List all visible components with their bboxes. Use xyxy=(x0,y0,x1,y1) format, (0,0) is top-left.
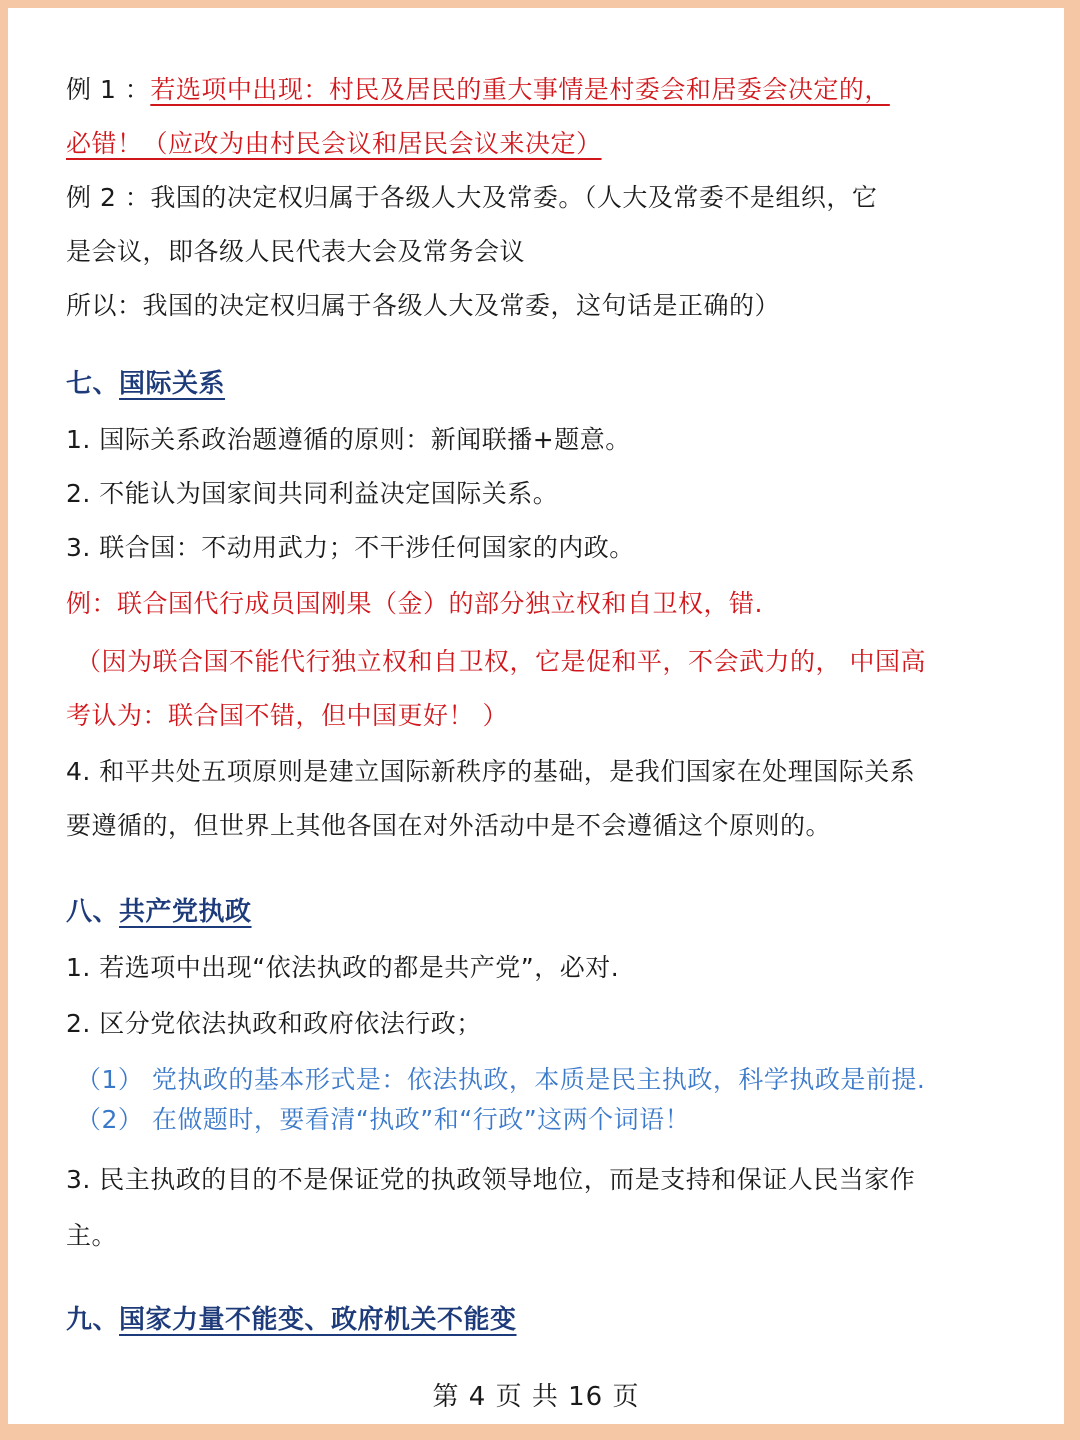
example-2-line-1 xyxy=(66,182,877,214)
section-7-note-line-1: （因为联合国不能代行独立权和自卫权，它是促和平，不会武力的， 中国高 xyxy=(76,647,926,676)
section-8-heading xyxy=(66,896,252,928)
section-8-item-1: 1. 若选项中出现“依法执政的都是共产党”，必对. xyxy=(66,953,620,982)
example-2-line-2: 是会议，即各级人民代表大会及常务会议 xyxy=(66,237,526,266)
section-7-item-2: 2. 不能认为国家间共同利益决定国际关系。 xyxy=(66,479,559,508)
example-1-prefix: 例 1 ： xyxy=(66,75,151,104)
section-9-heading xyxy=(66,1304,517,1336)
section-7-note-line-2: 考认为：联合国不错，但中国更好！ ） xyxy=(66,701,508,730)
section-8-item-2: 2. 区分党依法执政和政府依法行政； xyxy=(66,1009,482,1038)
example-1-text: 若选项中出现：村民及居民的重大事情是村委会和居委会决定的， xyxy=(150,75,890,104)
section-7-item-4-line-2: 要遵循的，但世界上其他各国在对外活动中是不会遵循这个原则的。 xyxy=(66,811,832,840)
section-7-example: 例：联合国代行成员国刚果（金）的部分独立权和自卫权，错. xyxy=(66,589,763,618)
section-8-number: 八、 xyxy=(66,897,120,927)
section-9-number: 九、 xyxy=(66,1305,120,1335)
section-7-item-3: 3. 联合国：不动用武力；不干涉任何国家的内政。 xyxy=(66,533,635,562)
example-2-text: 我国的决定权归属于各级人大及常委。（人大及常委不是组织，它 xyxy=(150,183,878,212)
section-7-number: 七、 xyxy=(66,369,120,399)
document-page xyxy=(8,8,1064,1424)
section-7-item-4-line-1: 4. 和平共处五项原则是建立国际新秩序的基础，是我们国家在处理国际关系 xyxy=(66,757,916,786)
section-8-item-3-line-2: 主。 xyxy=(66,1221,118,1250)
section-7-heading xyxy=(66,368,225,400)
example-1-line-1 xyxy=(66,74,890,106)
section-9-title: 国家力量不能变、政府机关不能变 xyxy=(119,1305,517,1335)
page-number-footer: 第 4 页 共 16 页 xyxy=(432,1382,640,1412)
example-2-line-3: 所以：我国的决定权归属于各级人大及常委，这句话是正确的） xyxy=(66,291,781,320)
section-7-title: 国际关系 xyxy=(119,369,226,399)
example-1-line-2: 必错！（应改为由村民会议和居民会议来决定） xyxy=(66,129,602,158)
section-8-sub-2: （2） 在做题时，要看清“执政”和“行政”这两个词语！ xyxy=(76,1105,691,1134)
section-7-item-1: 1. 国际关系政治题遵循的原则：新闻联播+题意。 xyxy=(66,425,631,454)
example-2-prefix: 例 2 ： xyxy=(66,183,151,212)
section-8-item-3-line-1: 3. 民主执政的目的不是保证党的执政领导地位，而是支持和保证人民当家作 xyxy=(66,1165,916,1194)
section-8-title: 共产党执政 xyxy=(119,897,252,927)
section-8-sub-1: （1） 党执政的基本形式是：依法执政，本质是民主执政，科学执政是前提. xyxy=(76,1065,926,1094)
